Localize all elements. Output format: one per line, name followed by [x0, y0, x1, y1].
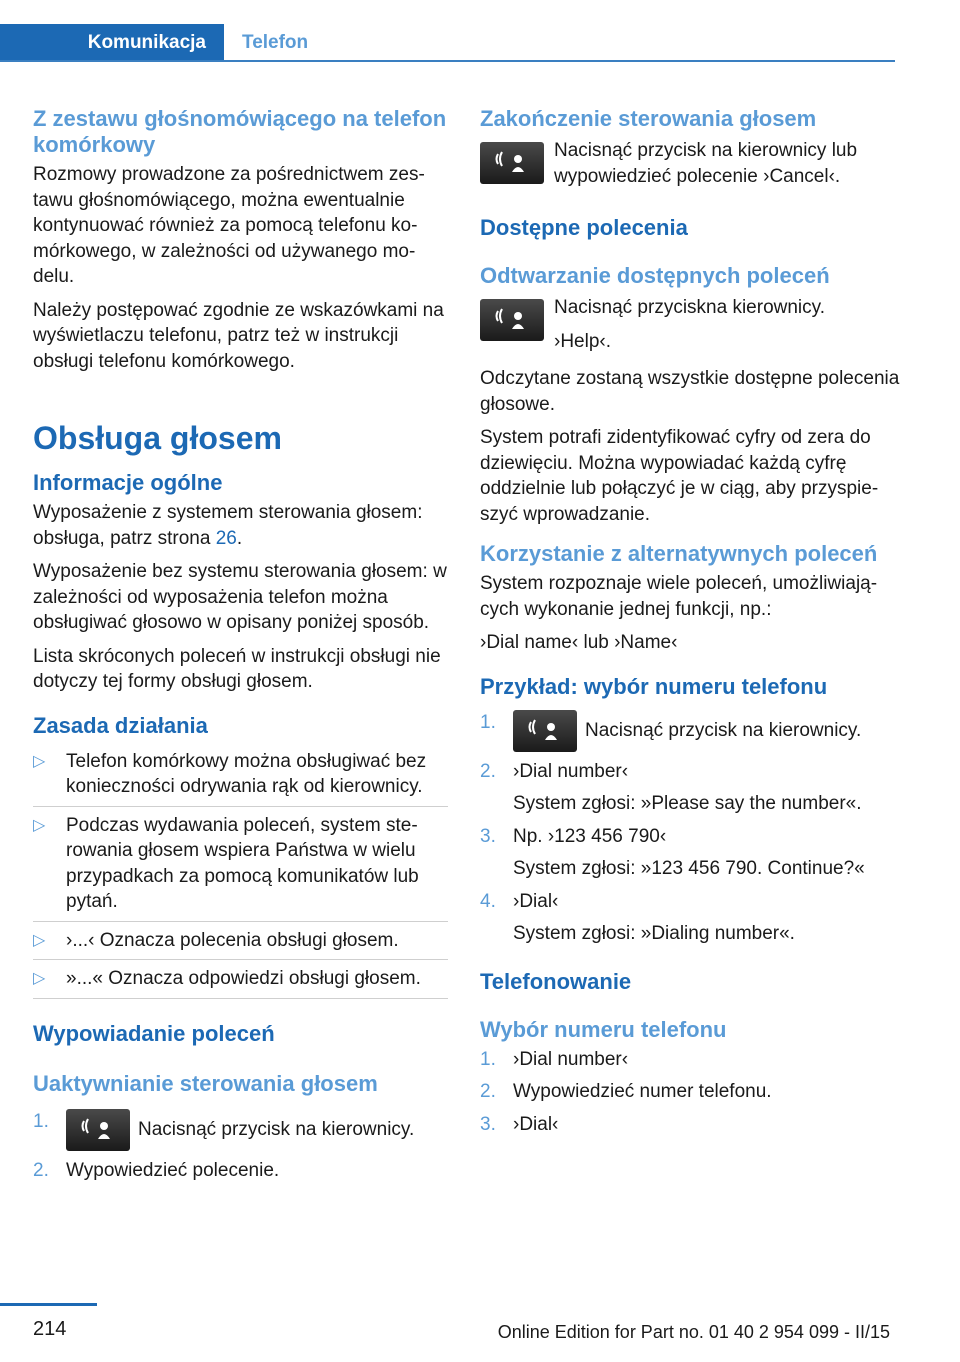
triangle-icon: ▷ — [33, 970, 46, 987]
voice-button-icon — [513, 710, 577, 752]
triangle-icon: ▷ — [33, 816, 46, 834]
steps-list — [33, 1109, 448, 1184]
heading-activate: Uaktywnianie sterowania głosem — [33, 1070, 378, 1096]
paragraph: Wyposażenie bez systemu sterowania głosem: w zależności od wyposażenia telefon można obsługiwać głosowo w opisany poniżej sposób. — [33, 561, 447, 633]
step-number: 3. — [480, 825, 496, 847]
list-item — [480, 1112, 900, 1138]
paragraph: System rozpoznaje wiele poleceń, umożliwiających wykonanie jednej funkcji, np.: — [480, 573, 878, 620]
voice-button-icon — [66, 1109, 130, 1151]
tab-komunikacja[interactable]: Komunikacja — [0, 24, 224, 62]
step-subtext: System zgłosi: »Please say the number«. — [513, 793, 862, 814]
heading-info: Informacje ogólne — [33, 470, 223, 495]
paragraph: System potrafi zidentyfikować cyfry od zera do dziewięciu. Można wypowiadać każdą cyfrę oddzielnie lub połączyć je w ciąg, aby przyspieszyć wprowadzanie. — [480, 427, 879, 525]
end-row — [480, 138, 900, 189]
heading-handsfree: Z zestawu głośnomówiącego na telefon komórkowy — [33, 106, 447, 157]
heading-playback: Odtwarzanie dostępnych poleceń — [480, 263, 830, 288]
heading-commands: Wypowiadanie poleceń — [33, 1020, 275, 1046]
example-steps — [480, 710, 900, 947]
step-text: ›Dial number‹ — [513, 1048, 629, 1070]
heading-alt: Korzystanie z alternatywnych poleceń — [480, 541, 878, 566]
text: Wyposażenie z systemem sterowania głosem: obsługa, patrz strona — [33, 502, 423, 549]
paragraph: Odczytane zostaną wszystkie dostępne polecenia głosowe. — [480, 368, 900, 415]
header-bar — [0, 24, 895, 62]
list-item — [480, 1079, 900, 1105]
header-divider — [0, 60, 895, 62]
list-item — [480, 824, 900, 882]
list-item-text: »...« Oznacza odpowiedzi obsługi głosem. — [66, 968, 421, 989]
step-number: 3. — [480, 1113, 496, 1135]
edition-text: Online Edition for Part no. 01 40 2 954 099 - II/15 — [497, 1322, 890, 1342]
list-item — [33, 966, 448, 999]
playback-row — [480, 295, 900, 354]
tab-telefon[interactable]: Telefon — [242, 32, 309, 53]
paragraph: Należy postępować zgodnie ze wskazówkami na wyświetlaczu telefonu, patrz też w instrukcji obsługi telefonu komórkowego. — [33, 299, 444, 372]
list-item — [33, 813, 448, 922]
voice-button-icon — [480, 299, 544, 341]
right-column — [480, 100, 900, 1144]
list-item — [480, 759, 900, 817]
paragraph — [33, 500, 448, 551]
paragraph: ›Dial name‹ lub ›Name‹ — [480, 632, 678, 653]
end-text: Nacisnąć przycisk na kierownicy lub wypowiedzieć polecenie ›Cancel‹. — [554, 140, 858, 187]
list-item — [33, 749, 448, 807]
text: Nacisnąć przyciskna kierownicy. — [554, 297, 826, 318]
list-item — [480, 1047, 900, 1073]
help-command: ›Help‹. — [554, 330, 612, 352]
step-text: Np. ›123 456 790‹ — [513, 825, 667, 847]
heading-end: Zakończenie sterowania głosem — [480, 106, 817, 131]
triangle-icon: ▷ — [33, 931, 46, 949]
heading-select: Wybór numeru telefonu — [480, 1016, 727, 1042]
page-number: 214 — [33, 1318, 67, 1340]
paragraph: Rozmowy prowadzone za pośrednictwem zestawu głośnomówiącego, można ewentualnie kontynuować również za pomocą telefonu komórkowego, w zależności od używanego modelu. — [33, 164, 425, 287]
voice-button-icon — [480, 142, 544, 184]
list-item-text: ›...‹ Oznacza polecenia obsługi głosem. — [66, 929, 399, 951]
list-item — [480, 710, 900, 752]
step-number: 2. — [33, 1159, 49, 1181]
step-text: Nacisnąć przycisk na kierownicy. — [138, 1118, 415, 1140]
page-link[interactable]: 26 — [215, 527, 237, 549]
step-subtext: System zgłosi: »123 456 790. Continue?« — [513, 858, 865, 879]
step-number: 1. — [480, 711, 496, 733]
list-item-text: Telefon komórkowy można obsługiwać bez konieczności odrywania rąk od kierownicy. — [66, 750, 427, 797]
paragraph: Lista skróconych poleceń w instrukcji obsługi nie dotyczy tej formy obsługi głosem. — [33, 645, 441, 692]
list-item — [33, 928, 448, 961]
section-title: Obsługa głosem — [33, 420, 282, 456]
list-item — [480, 889, 900, 947]
step-number: 1. — [33, 1110, 49, 1132]
playback-text — [554, 295, 825, 354]
step-text: ›Dial number‹ — [513, 760, 629, 782]
step-number: 1. — [480, 1048, 496, 1070]
list-item — [33, 1109, 448, 1151]
triangle-icon: ▷ — [33, 752, 46, 770]
footer-divider — [0, 1303, 97, 1306]
step-number: 4. — [480, 890, 496, 912]
call-steps — [480, 1047, 900, 1138]
list-item — [33, 1158, 448, 1184]
step-number: 2. — [480, 760, 496, 782]
text: . — [236, 527, 243, 549]
step-text: ›Dial‹ — [513, 1113, 559, 1135]
step-text: ›Dial‹ — [513, 890, 559, 912]
heading-available: Dostępne polecenia — [480, 215, 688, 240]
left-column — [33, 100, 448, 1190]
step-text: Wypowiedzieć numer telefonu. — [513, 1081, 772, 1102]
list-item-text: Podczas wydawania poleceń, system sterowania głosem wspiera Państwa w wielu przypadkach za pomocą komunikatów lub pytań. — [66, 814, 419, 912]
heading-example: Przykład: wybór numeru telefonu — [480, 673, 828, 699]
heading-principle: Zasada działania — [33, 712, 208, 738]
step-subtext: System zgłosi: »Dialing number«. — [513, 923, 795, 944]
heading-call: Telefonowanie — [480, 968, 632, 994]
step-text: Nacisnąć przycisk na kierownicy. — [585, 719, 862, 741]
bullet-list — [33, 749, 448, 999]
step-text: Wypowiedzieć polecenie. — [66, 1159, 280, 1181]
step-number: 2. — [480, 1081, 496, 1102]
